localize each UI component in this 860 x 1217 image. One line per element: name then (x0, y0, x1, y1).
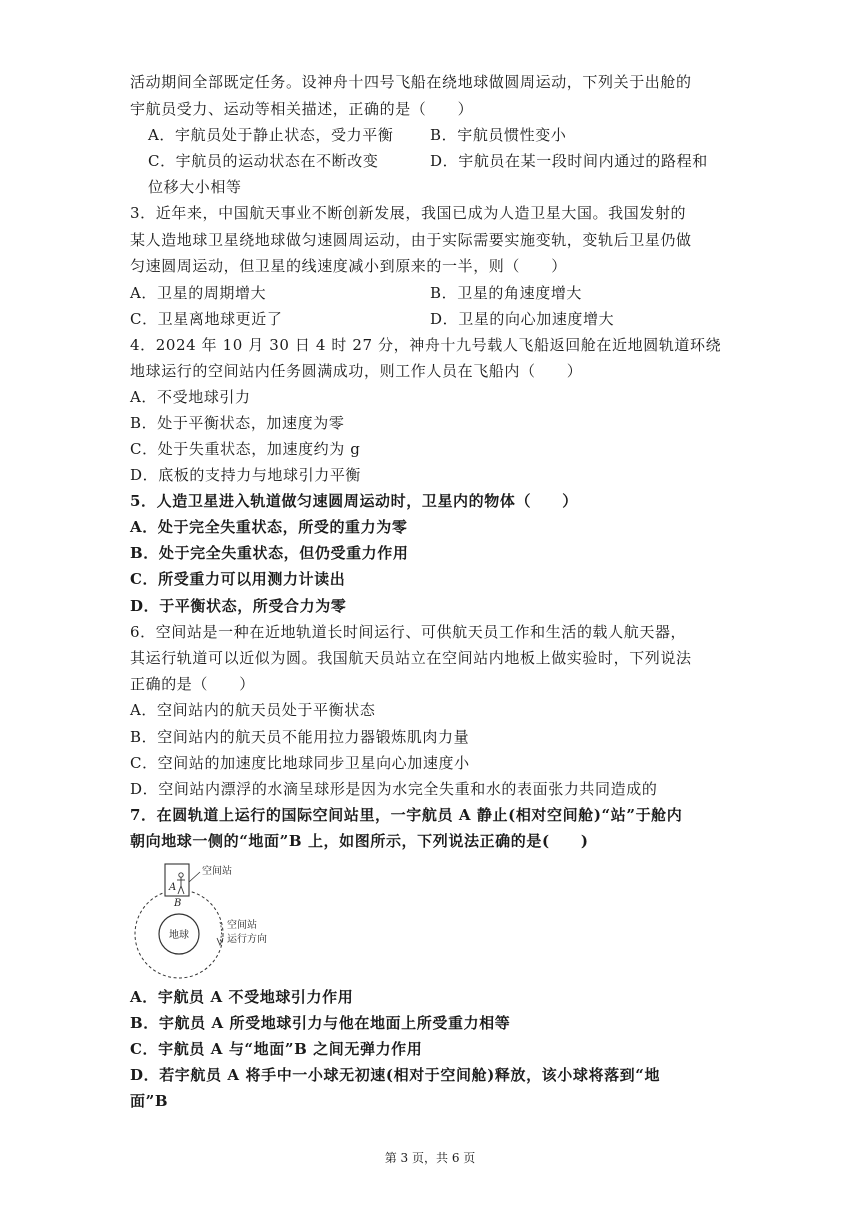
q5-option-c: C．所受重力可以用测力计读出 (130, 570, 346, 588)
q2-stem-line-2: 宇航员受力、运动等相关描述，正确的是（ ） (130, 100, 474, 118)
q5-option-b: B．处于完全失重状态，但仍受重力作用 (130, 544, 409, 562)
q6-option-a: A．空间站内的航天员处于平衡状态 (130, 701, 376, 719)
q3-stem-line-1: 3．近年来，中国航天事业不断创新发展，我国已成为人造卫星大国。我国发射的 (130, 204, 687, 222)
q7-option-d: D．若宇航员 A 将手中一小球无初速(相对于空间舱)释放，该小球将落到“地 (130, 1066, 661, 1084)
earth-label: 地球 (169, 930, 189, 941)
q6-stem-line-2: 其运行轨道可以近似为圆。我国航天员站立在空间站内地板上做实验时，下列说法 (130, 649, 692, 667)
label-b: B (174, 898, 182, 909)
q7-option-c: C．宇航员 A 与“地面”B 之间无弹力作用 (130, 1040, 423, 1058)
label-a: A (169, 882, 177, 893)
q4-option-c: C．处于失重状态，加速度约为 g (130, 440, 361, 458)
q3-option-b: B．卫星的角速度增大 (430, 284, 583, 302)
q7-stem-line-1: 7．在圆轨道上运行的国际空间站里，一宇航员 A 静止(相对空间舱)“站”于舱内 (130, 806, 683, 824)
direction-label-line-2: 运行方向 (227, 934, 267, 945)
q6-stem-line-3: 正确的是（ ） (130, 675, 255, 693)
q7-stem-line-2: 朝向地球一侧的“地面”B 上，如图所示，下列说法正确的是( ) (130, 832, 589, 850)
q3-option-c: C．卫星离地球更近了 (130, 310, 283, 328)
q6-option-d: D．空间站内漂浮的水滴呈球形是因为水完全失重和水的表面张力共同造成的 (130, 780, 658, 798)
q5-option-d: D．于平衡状态，所受合力为零 (130, 597, 347, 615)
page-footer: 第 3 页，共 6 页 (384, 1151, 476, 1165)
q2-option-a: A．宇航员处于静止状态，受力平衡 (148, 126, 394, 144)
q4-option-d: D．底板的支持力与地球引力平衡 (130, 466, 362, 484)
q3-option-a: A．卫星的周期增大 (130, 284, 267, 302)
q4-option-a: A．不受地球引力 (130, 388, 251, 406)
q3-stem-line-2: 某人造地球卫星绕地球做匀速圆周运动，由于实际需要实施变轨，变轨后卫星仍做 (130, 231, 692, 249)
q3-stem-line-3: 匀速圆周运动，但卫星的线速度减小到原来的一半，则（ ） (130, 257, 567, 275)
q5-stem: 5．人造卫星进入轨道做匀速圆周运动时，卫星内的物体（ ） (130, 492, 578, 510)
q5-option-a: A．处于完全失重状态，所受的重力为零 (130, 518, 408, 536)
q3-option-d: D．卫星的向心加速度增大 (430, 310, 615, 328)
q7-option-a: A．宇航员 A 不受地球引力作用 (130, 988, 354, 1006)
q4-stem-line-1: 4．2024 年 10 月 30 日 4 时 27 分，神舟十九号载人飞船返回舱在近地圆轨道环绕 (130, 336, 722, 354)
direction-label-line-1: 空间站 (227, 920, 257, 931)
q4-stem-line-2: 地球运行的空间站内任务圆满成功，则工作人员在飞船内（ ） (130, 362, 583, 380)
q2-option-b: B．宇航员惯性变小 (430, 126, 567, 144)
q6-option-b: B．空间站内的航天员不能用拉力器锻炼肌肉力量 (130, 728, 470, 746)
q6-stem-line-1: 6．空间站是一种在近地轨道长时间运行、可供航天员工作和生活的载人航天器， (130, 623, 687, 641)
q2-option-d-cont: 位移大小相等 (148, 178, 242, 196)
q6-option-c: C．空间站的加速度比地球同步卫星向心加速度小 (130, 754, 470, 772)
q7-option-b: B．宇航员 A 所受地球引力与他在地面上所受重力相等 (130, 1014, 511, 1032)
q7-option-d-cont: 面”B (130, 1092, 169, 1110)
q2-option-d: D．宇航员在某一段时间内通过的路程和 (430, 152, 708, 170)
q2-stem-line-1: 活动期间全部既定任务。设神舟十四号飞船在绕地球做圆周运动，下列关于出舱的 (130, 73, 692, 91)
q4-option-b: B．处于平衡状态，加速度为零 (130, 414, 345, 432)
station-leader-line (189, 872, 200, 882)
q2-option-c: C．宇航员的运动状态在不断改变 (148, 152, 379, 170)
station-label: 空间站 (202, 866, 232, 877)
space-station-diagram (128, 856, 288, 982)
